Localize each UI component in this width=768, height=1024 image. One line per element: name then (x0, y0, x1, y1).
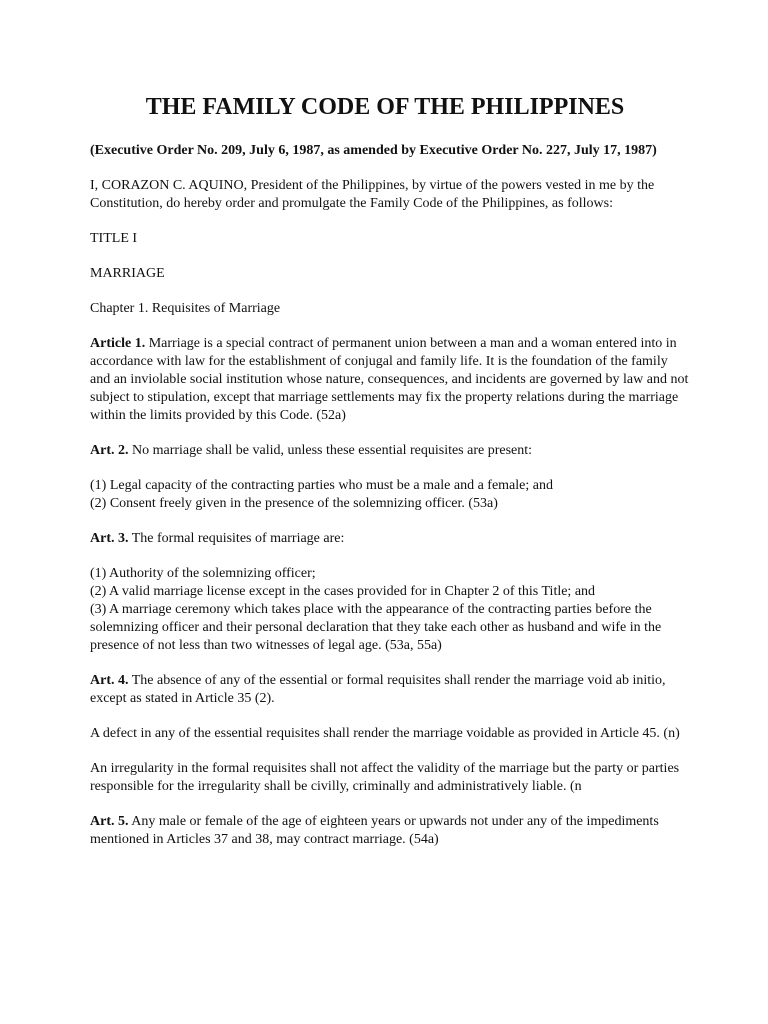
article-4-paragraph-2: A defect in any of the essential requisites shall render the marriage voidable as provided in Article 45. (n) (90, 726, 680, 741)
article-3-text: The formal requisites of marriage are: (128, 531, 345, 546)
article-4 (90, 672, 690, 708)
article-2-text: No marriage shall be valid, unless these essential requisites are present: (128, 443, 533, 458)
article-3 (90, 530, 690, 548)
title-name: MARRIAGE (90, 266, 165, 281)
article-1 (90, 335, 690, 425)
article-4-paragraph-3: An irregularity in the formal requisites shall not affect the validity of the marriage but the party or parties responsible for the irregularity shall be civilly, criminally and administratively liable. (n (90, 761, 680, 794)
article-5 (90, 813, 690, 849)
document-title: THE FAMILY CODE OF THE PHILIPPINES (145, 94, 625, 120)
list-item: (1) Legal capacity of the contracting parties who must be a male and a female; and (90, 478, 553, 493)
article-1-text: Marriage is a special contract of permanent union between a man and a woman entered into in accordance with law for the establishment of conjugal and family life. It is the foundation of the family and an inviolable social institution whose nature, consequences, and incidents are governed by law and not subject to stipulation, except that marriage settlements may fix the property relations during the marriage within the limits provided by this Code. (52a) (90, 336, 689, 423)
article-2-items (90, 477, 690, 513)
list-item: (3) A marriage ceremony which takes place with the appearance of the contracting parties before the solemnizing officer and their personal declaration that they take each other as husband and wife in the presence of not less than two witnesses of legal age. (53a, 55a) (90, 602, 662, 653)
list-item: (2) A valid marriage license except in the cases provided for in Chapter 2 of this Title; and (90, 584, 596, 599)
article-2 (90, 442, 690, 460)
article-4-text: The absence of any of the essential or formal requisites shall render the marriage void ab initio, except as stated in Article 35 (2). (90, 673, 666, 706)
document-subtitle: (Executive Order No. 209, July 6, 1987, as amended by Executive Order No. 227, July 17, 1987) (90, 143, 657, 158)
chapter-heading: Chapter 1. Requisites of Marriage (90, 301, 281, 316)
article-5-label: Art. 5. (90, 814, 129, 829)
document-page (90, 92, 690, 866)
preamble-paragraph: I, CORAZON C. AQUINO, President of the Philippines, by virtue of the powers vested in me by the Constitution, do hereby order and promulgate the Family Code of the Philippines, as follows: (90, 178, 655, 211)
article-1-label: Article 1. (90, 336, 146, 351)
article-3-label: Art. 3. (90, 531, 129, 546)
article-4-label: Art. 4. (90, 673, 129, 688)
title-heading: TITLE I (90, 231, 138, 246)
article-5-text: Any male or female of the age of eighteen years or upwards not under any of the impediments mentioned in Articles 37 and 38, may contract marriage. (54a) (90, 814, 659, 847)
list-item: (1) Authority of the solemnizing officer; (90, 566, 316, 581)
list-item: (2) Consent freely given in the presence of the solemnizing officer. (53a) (90, 496, 498, 511)
article-2-label: Art. 2. (90, 443, 129, 458)
article-3-items (90, 565, 690, 655)
